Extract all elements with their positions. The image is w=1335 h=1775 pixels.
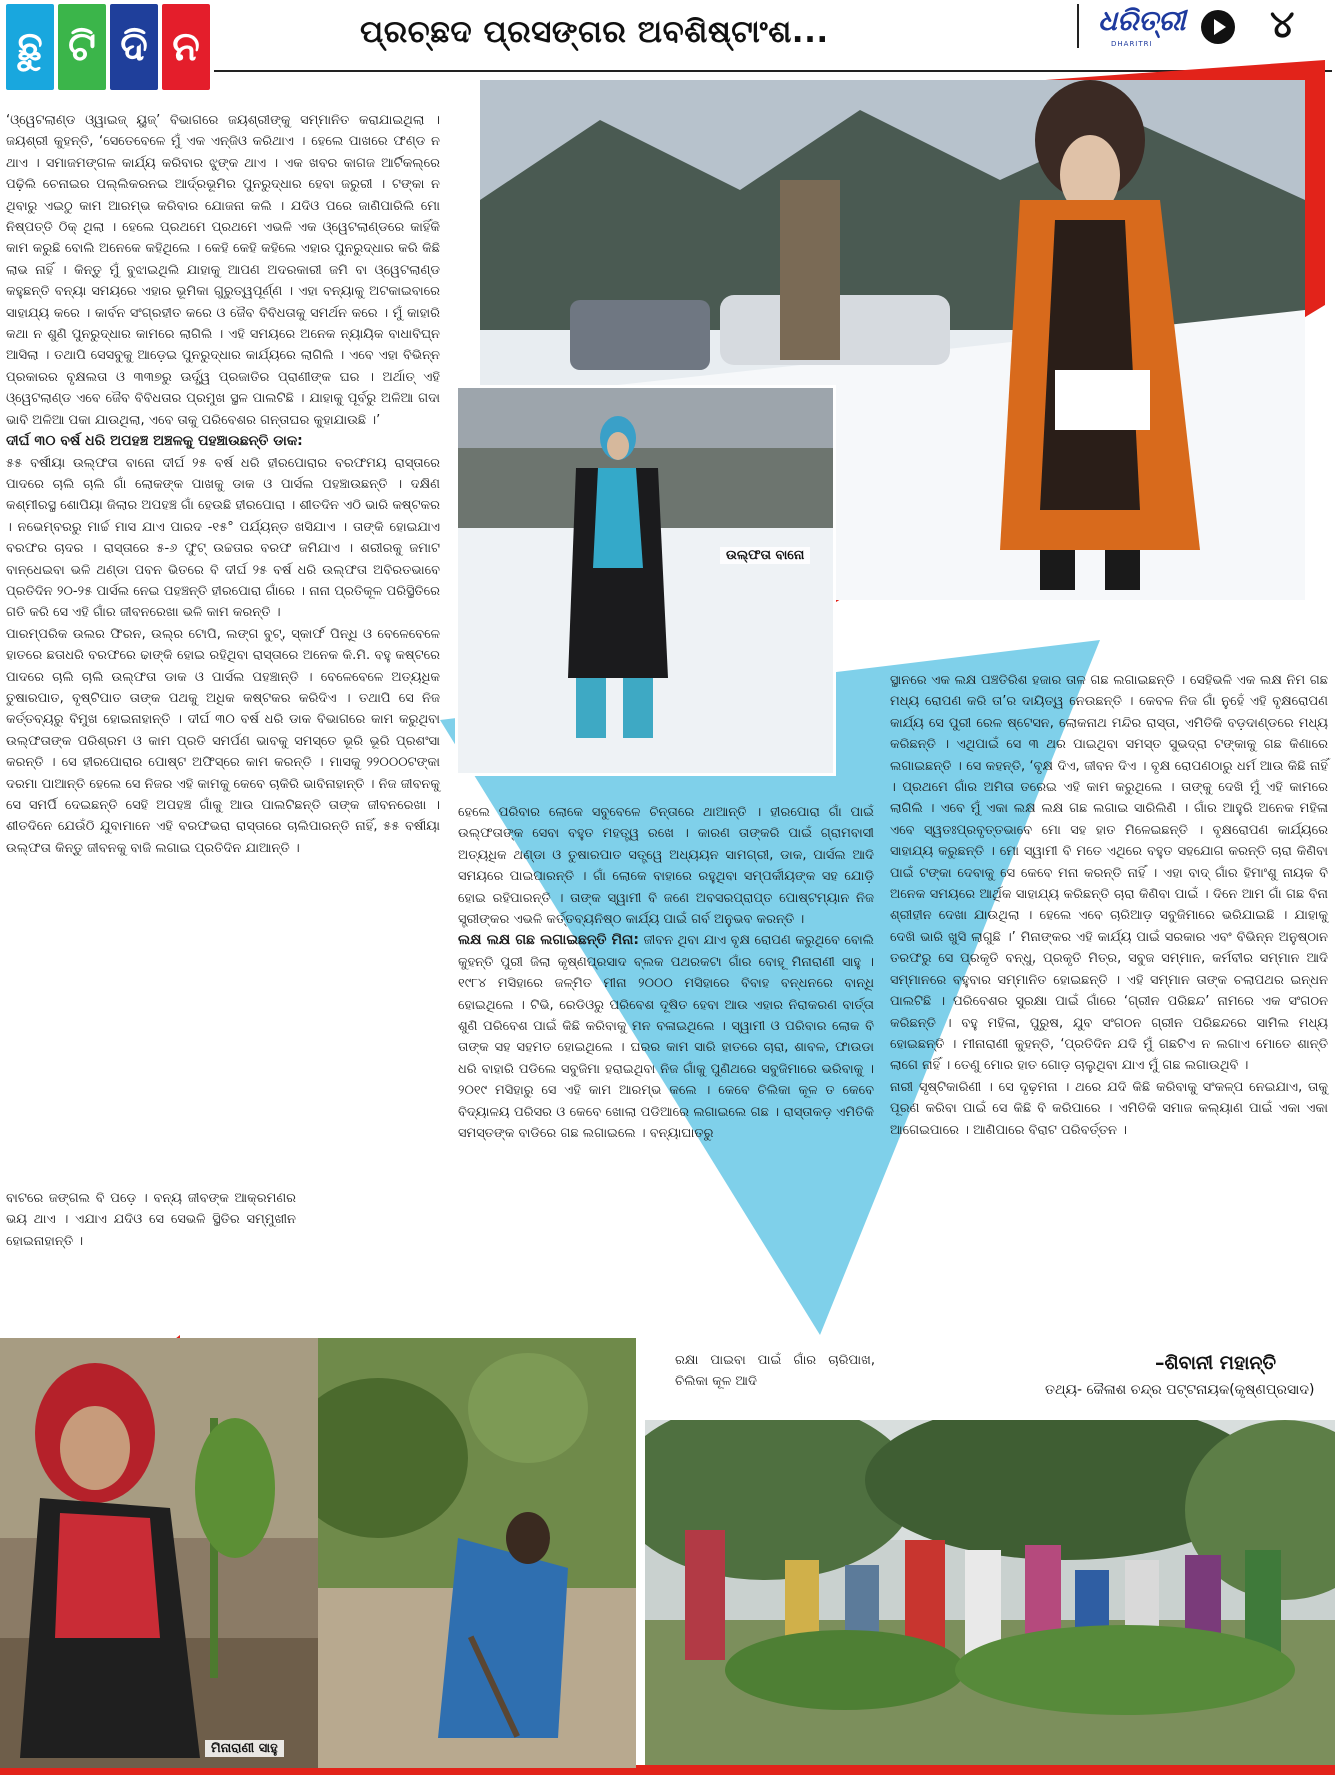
article-paragraph: ‘ଓ୍ୱେଟଲାଣ୍ଡ ଓ୍ୱାଇଜ୍ ୟୁଜ୍’ ବିଭାଗରେ ଜୟଶ୍ରୀଙ୍କୁ ସମ୍ମାନିତ କରାଯାଇଥିଲା । ଜୟଶ୍ରୀ କୁହନ୍ତି, ‘ସେତେବେଳେ ମୁଁ ଏକ ଏନ୍‌ଜିଓ କରିଥାଏ । ହେଲେ ପାଖରେ ଫଣ୍ଡ ନ ଥାଏ । ସମାଜମଙ୍ଗଳ କାର୍ଯ୍ୟ କରିବାର ଝୁଙ୍କ ଥାଏ । ଏକ ଖବର କାଗଜ ଆର୍ଟିକଲ୍‌ରେ ପଢ଼ିଲି ଚେନାଇର ପଲ୍ଲିକରନଇ ଆର୍ଦ୍ରଭୂମିର ପୁନରୁଦ୍ଧାର ହେବା ଜରୁରୀ । ଟଙ୍କା ନ ଥିବାରୁ ଏଇଠୁ କାମ ଆରମ୍ଭ କରିବାର ଯୋଜନା କଲି । ଯଦିଓ ପରେ ଜାଣିପାରିଲି ମୋ ନିଷ୍ପତ୍ତି ଠିକ୍ ଥିଲା । ହେଲେ ପ୍ରଥମେ ପ୍ରଥମେ ଏଭଳି ଏକ ଓ୍ୱେଟଲାଣ୍ଡରେ କାହିଁକି କାମ କରୁଛି ବୋଲି ଅନେକେ କହିଥିଲେ । କେହି କେହି କହିଲେ ଏହାର ପୁନରୁଦ୍ଧାର କରି କିଛି ଲାଭ ନାହିଁ । କିନ୍ତୁ ମୁଁ ବୁଝାଇଥିଲି ଯାହାକୁ ଆପଣ ଅଦରକାରୀ ଜମି ବା ଓ୍ୱେଟଲାଣ୍ଡ କହୁଛନ୍ତି ବନ୍ୟା ସମୟରେ ଏହାର ଭୂମିକା ଗୁରୁତ୍ୱପୂର୍ଣ୍ଣ । ଏହା ବନ୍ୟାକୁ ଅଟକାଇବାରେ ସାହାଯ୍ୟ କରେ । କାର୍ବନ ସଂଗ୍ରହୀତ କରେ ଓ ଜୈବ ବିବିଧତାକୁ ସମର୍ଥନ କରେ । ମୁଁ କାହାରି କଥା ନ ଶୁଣି ପୁନରୁଦ୍ଧାର କାମରେ ଲାଗିଲି । ଏହି ସମୟରେ ଅନେକ ନ୍ୟାୟିକ ବାଧାବିଘ୍ନ ଆସିଲା । ତଥାପି ସେସବୁକୁ ଆଡ଼େଇ ପୁନରୁଦ୍ଧାର କାର୍ଯ୍ୟରେ ଲାଗିଲି । ଏବେ ଏହା ବିଭିନ୍ନ ପ୍ରକାରର ବୃକ୍ଷଲତା ଓ ୩୩୭ରୁ ଊର୍ଦ୍ଧ୍ୱ ପ୍ରଜାତିର ପ୍ରାଣୀଙ୍କ ଘର । ଅର୍ଥାତ୍ ଏହି ଓ୍ୱେଟଲାଣ୍ଡ ଏବେ ଜୈବ ବିବିଧତାର ପ୍ରମୁଖ ସ୍ଥଳ ପାଲଟିଛି । ଯାହାକୁ ପୂର୍ବରୁ ଅଳିଆ ଗଦା ଭାବି ଅଳିଆ ପକା ଯାଉଥିଲା, ଏବେ ତାକୁ ପରିବେଶର ଗନ୍ତାଘର କୁହାଯାଉଛି ।’ — [6, 113, 440, 428]
article-subheading: ଲକ୍ଷ ଲକ୍ଷ ଗଛ ଲଗାଇଛନ୍ତି ମିନା: — [458, 932, 639, 949]
photo-children-saplings — [645, 1420, 1335, 1765]
publication-logo-subtitle: DHARITRI — [1111, 40, 1153, 48]
page-number: ୪ — [1270, 2, 1295, 46]
article-paragraph: ନାରୀ ସୃଷ୍ଟିକାରିଣୀ । ସେ ଦୃଢ଼ମନା । ଥରେ ଯଦି କିଛି କରିବାକୁ ସଂକଳ୍ପ ନେଇଯାଏ, ତାକୁ ପୂରଣ କରିବା ପାଇଁ ସେ କିଛି ବି କରିପାରେ । ଏମିତିକି ସମାଜ କଲ୍ୟାଣ ପାଇଁ ଏକା ଏକା ଆଗେଇପାରେ । ଆଣିପାରେ ବିରାଟ ପରିବର୍ତ୍ତନ । — [890, 1079, 1328, 1138]
article-column-3 — [890, 670, 1328, 1141]
photo-mina-planting — [0, 1338, 318, 1768]
article-column-2 — [458, 802, 874, 1145]
article-paragraph: ବାଟରେ ଜଙ୍ଗଲ ବି ପଡ଼େ । ବନ୍ୟ ଜୀବଙ୍କ ଆକ୍ରମଣର ଭୟ ଥାଏ । ଏଯାଏ ଯଦିଓ ସେ ସେଭଳି ସ୍ଥିତିର ସମ୍ମୁଖୀନ ହୋଇନାହାନ୍ତି । — [6, 1191, 296, 1249]
masthead-letter-4: ନ — [162, 4, 210, 90]
photo-postwoman-field — [455, 385, 836, 776]
article-column-2-tail — [675, 1350, 875, 1393]
article-column-1-tail — [6, 1188, 296, 1252]
article-subheading: ଦୀର୍ଘ ୩୦ ବର୍ଷ ଧରି ଅପହଞ୍ଚ ଅଞ୍ଚଳକୁ ପହଞ୍ଚାଉଛନ୍ତି ଡାକ: — [6, 433, 303, 450]
article-paragraph: ସ୍ଥାନରେ ଏକ ଲକ୍ଷ ପଞ୍ଚତିରିଶ ହଜାର ତାଳ ଗଛ ଲଗାଇଛନ୍ତି । ସେହିଭଳି ଏକ ଲକ୍ଷ ନିମ ଗଛ ମଧ୍ୟ ରୋପଣ କରି ତା’ର ଦାୟିତ୍ୱ ନେଉଛନ୍ତି । କେବଳ ନିଜ ଗାଁ ନୁହେଁ ଏହି ବୃକ୍ଷରୋପଣ କାର୍ଯ୍ୟ ସେ ପୁରୀ ରେଳ ଷ୍ଟେସନ, ଲୋକନାଥ ମନ୍ଦିର ରାସ୍ତା, ଏମିତିକି ବଡ଼ଦାଣ୍ଡରେ ମଧ୍ୟ କରିଛନ୍ତି । ଏଥିପାଇଁ ସେ ୩ ଥର ପାଇଥିବା ସମସ୍ତ ସୁଭଦ୍ରା ଟଙ୍କାକୁ ଗଛ କିଣାରେ ଲଗାଇଛନ୍ତି । ସେ କହନ୍ତି, ‘ବୃକ୍ଷ ଦିଏ, ଜୀବନ ଦିଏ । ବୃକ୍ଷ ରୋପଣଠାରୁ ଧର୍ମ ଆଉ କିଛି ନାହିଁ । ପ୍ରଥମେ ଗାଁର ଅମିତା ତରେଇ ଏହି କାମ କରୁଥିଲେ । ତାଙ୍କୁ ଦେଖି ମୁଁ ଏହି କାମରେ ଲାଗିଲି । ଏବେ ମୁଁ ଏକା ଲକ୍ଷ ଲକ୍ଷ ଗଛ ଲଗାଇ ସାରିଲିଣି । ଗାଁର ଆହୁରି ଅନେକ ମହିଳା ଏବେ ସ୍ୱତଃପ୍ରବୃତ୍ତଭାବେ ମୋ ସହ ହାତ ମିଳେଇଛନ୍ତି । ବୃକ୍ଷରୋପଣ କାର୍ଯ୍ୟରେ ସାହାଯ୍ୟ କରୁଛନ୍ତି । ମୋ ସ୍ୱାମୀ ବି ମତେ ଏଥିରେ ବହୁତ ସହଯୋଗ କରନ୍ତି ଚାରା କିଣିବା ପାଇଁ ଟଙ୍କା ଦେବାକୁ ସେ କେବେ ମନା କରନ୍ତି ନାହିଁ । ଏହା ବାଦ୍ ଗାଁର ହିମାଂଶୁ ନାୟକ ବି ଅନେକ ସମୟରେ ଆର୍ଥିକ ସାହାଯ୍ୟ କରିଛନ୍ତି ଚାରା କିଣିବା ପାଇଁ । ଦିନେ ଆମ ଗାଁ ଗଛ ବିନା ଶ୍ରୀହୀନ ଦେଖା ଯାଉଥିଲା । ହେଲେ ଏବେ ଚାରିଆଡ଼ ସବୁଜିମାରେ ଭରିଯାଇଛି । ଯାହାକୁ ଦେଖି ଭାରି ଖୁସି ଲାଗୁଛି ।’ ମିନାଙ୍କର ଏହି କାର୍ଯ୍ୟ ପାଇଁ ସରକାର ଏବଂ ବିଭିନ୍ନ ଅନୁଷ୍ଠାନ ତରଫରୁ ସେ ପ୍ରକୃତି ବନ୍ଧୁ, ପ୍ରକୃତି ମିତ୍ର, ସବୁଜ ସମ୍ମାନ, କର୍ମବୀର ସମ୍ମାନ ଆଦି ସମ୍ମାନରେ ବହୁବାର ସମ୍ମାନିତ ହୋଇଛନ୍ତି । ଏହି ସମ୍ମାନ ତାଙ୍କ ଚଲାପଥର ଇନ୍ଧନ ପାଲଟିଛି । ପରିବେଶର ସୁରକ୍ଷା ପାଇଁ ଗାଁରେ ‘ଗ୍ରୀନ ପରିଛନ୍ଦ’ ନାମରେ ଏକ ସଂଗଠନ କରିଛନ୍ତି । ବହୁ ମହିଳା, ପୁରୁଷ, ଯୁବ ସଂଗଠନ ଗ୍ରୀନ ପରିଛନ୍ଦରେ ସାମିଲ ମଧ୍ୟ ହୋଇଛନ୍ତି । ମୀନାରାଣୀ କୁହନ୍ତି, ‘ପ୍ରତିଦିନ ଯଦି ମୁଁ ଗଛଟିଏ ନ ଲଗାଏ ମୋତେ ଶାନ୍ତି ଲାଗେ ନାହିଁ । ତେଣୁ ମୋର ହାତ ଗୋଡ଼ ଚାଲୁଥିବା ଯାଏ ମୁଁ ଗଛ ଲଗାଉଥିବି । — [890, 673, 1328, 1074]
source-credit: ତଥ୍ୟ- କୈଳାଶ ଚନ୍ଦ୍ର ପଟ୍ଟନାୟକ(କୃଷ୍ଣପ୍ରସାଦ) — [1045, 1382, 1315, 1398]
article-paragraph: ପାରମ୍ପରିକ ଉଲର ଫିରନ, ଉଲ୍‌ର ଟୋପି, ଲଙ୍ଗ ବୁଟ୍, ସ୍କାର୍ଫ ପିନ୍ଧି ଓ ବେଳେବେଳେ ହାତରେ ଛତାଧରି ବରଫରେ ଢାଙ୍କି ହୋଇ ରହିଥିବା ରାସ୍ତାରେ ଅନେକ କି.ମି. ବହୁ କଷ୍ଟରେ ପାଦରେ ଚାଲି ଚାଲି ଉଲ୍‌ଫତା ଡାକ ଓ ପାର୍ସଲ ପହଞ୍ଚାନ୍ତି । ବେଳେବେଳେ ଅତ୍ୟଧିକ ତୁଷାରପାତ, ବୃଷ୍ଟିପାତ ତାଙ୍କ ପଥକୁ ଅଧିକ କଷ୍ଟକର କରିଦିଏ । ତଥାପି ସେ ନିଜ କର୍ତ୍ତବ୍ୟରୁ ବିମୁଖ ହୋଇନାହାନ୍ତି । ଦୀର୍ଘ ୩୦ ବର୍ଷ ଧରି ଡାକ ବିଭାଗରେ କାମ କରୁଥିବା ଉଲ୍‌ଫତାଙ୍କ ପରିଶ୍ରମ ଓ କାମ ପ୍ରତି ସମର୍ପଣ ଭାବକୁ ସମସ୍ତେ ଭୂରି ଭୂରି ପ୍ରଶଂସା କରନ୍ତି । ସେ ହୀରପୋରାର ପୋଷ୍ଟ ଅଫିସ୍‌ରେ କାମ କରନ୍ତି । ମାସକୁ ୨୨୦୦୦ଟଙ୍କା ଦରମା ପାଆନ୍ତି ହେଲେ ସେ ନିଜର ଏହି କାମକୁ କେବେ ଚାକିରି ଭାବିନାହାନ୍ତି । ନିଜ ଜୀବନକୁ ସେ ସମର୍ପି ଦେଇଛନ୍ତି ସେହି ଅପହଞ୍ଚ ଗାଁକୁ ଆଉ ପାଲଟିଛନ୍ତି ତାଙ୍କ ଜୀବନରେଖା । ଶୀତଦିନେ ଯେଉଁଠି ଯୁବାମାନେ ଏହି ବରଫଭରା ରାସ୍ତାରେ ଚାଲିପାରନ୍ତି ନାହିଁ, ୫୫ ବର୍ଷୀୟା ଉଲ୍‌ଫତା କିନ୍ତୁ ଜୀବନକୁ ବାଜି ଲଗାଇ ପ୍ରତିଦିନ ଯାଆନ୍ତି । — [6, 626, 440, 856]
photo-woman-digging — [318, 1338, 636, 1768]
caption-ulfata-bano: ଉଲ୍‌ଫତା ବାନୋ — [720, 547, 810, 564]
masthead-letter-1: ଛୁ — [6, 4, 54, 90]
article-column-1 — [6, 110, 440, 859]
masthead-letter-2: ଟି — [58, 4, 106, 90]
caption-minarani-sahu: ମିନାରାଣୀ ସାହୁ — [205, 1740, 284, 1757]
publication-logo: ଧରିତ୍ରୀ — [1098, 4, 1186, 37]
article-paragraph: ଜୀବନ ଥିବା ଯାଏ ବୃକ୍ଷ ରୋପଣ କରୁଥିବେ ବୋଲି କୁହନ୍ତି ପୁରୀ ଜିଲା କୃଷ୍ଣପ୍ରସାଦ ବ୍ଲକ ପଥରକଟା ଗାଁର ବୋହୂ ମିନାରାଣୀ ସାହୁ । ୧୯୮୪ ମସିହାରେ ଜଳ୍ମିତ ମୀନା ୨୦୦୦ ମସିହାରେ ବିବାହ ବନ୍ଧନରେ ବାନ୍ଧି ହୋଇଥିଲେ । ଟିଭି, ରେଡିଓରୁ ପରିବେଶ ଦୂଷିତ ହେବା ଆଉ ଏହାର ନିରାକରଣ ବାର୍ତ୍ତା ଶୁଣି ପରିବେଶ ପାଇଁ କିଛି କରିବାକୁ ମନ ବଳାଇଥିଲେ । ସ୍ୱାମୀ ଓ ପରିବାର ଲୋକ ବି ତାଙ୍କ ସହ ସହମତ ହୋଇଥିଲେ । ଘରର କାମ ସାରି ହାତରେ ଚାରା, ଶାବଳ, ଫାଉଡା ଧରି ବାହାରି ପଡିଲେ ସବୁଜିମା ହରାଇଥିବା ନିଜ ଗାଁକୁ ପୁଣିଥରେ ସବୁଜିମାରେ ଭରିବାକୁ । ୨୦୧୯ ମସିହାରୁ ସେ ଏହି କାମ ଆରମ୍ଭ କଲେ । କେବେ ଚିଲିକା କୂଳ ତ କେବେ ବିଦ୍ୟାଳୟ ପରିସର ଓ କେବେ ଖୋଲା ପଡିଆରେ ଲଗାଇଲେ ଗଛ । ରାସ୍ତାକଡ଼ ଏମିତିକି ସମସ୍ତଙ୍କ ବାଡିରେ ଗଛ ଲଗାଇଲେ । ବନ୍ୟାଘାତରୁ — [458, 933, 874, 1142]
article-paragraph: ୫୫ ବର୍ଷୀୟା ଉଲ୍‌ଫତା ବାନୋ ଦୀର୍ଘ ୨୫ ବର୍ଷ ଧରି ହୀରପୋରାର ବରଫମୟ ରାସ୍ତାରେ ପାଦରେ ଚାଲି ଚାଲି ଗାଁ ଲୋକଙ୍କ ପାଖକୁ ଡାକ ଓ ପାର୍ସଲ ପହଞ୍ଚାଉଛନ୍ତି । ଦକ୍ଷିଣ କଶ୍ମୀରସ୍ଥ ଶୋପିୟା ଜିଲାର ଅପହଞ୍ଚ ଗାଁ ହେଉଛି ହୀରପୋରା । ଶୀତଦିନ ଏଠି ଭାରି କଷ୍ଟକର । ନଭେମ୍ବରରୁ ମାର୍ଚ୍ଚ ମାସ ଯାଏ ପାରଦ -୧୫° ପର୍ଯ୍ୟନ୍ତ ଖସିଯାଏ । ତାଙ୍କି ହୋଇଯାଏ ବରଫର ଚାଦର । ରାସ୍ତାରେ ୫-୬ ଫୁଟ୍ ଉଚ୍ଚତାର ବରଫ ଜମିଯାଏ । ଶରୀରକୁ ଜମାଟ ବାନ୍ଧେଇବା ଭଳି ଥଣ୍ଡା ପବନ ଭିତରେ ବି ଦୀର୍ଘ ୨୫ ବର୍ଷ ଧରି ଉଲ୍‌ଫତା ଅବିରତଭାବେ ପ୍ରତିଦିନ ୨୦-୨୫ ପାର୍ସଲ ନେଇ ପହଞ୍ଚନ୍ତି ହୀରପୋରା ଗାଁରେ । ନାନା ପ୍ରତିକୂଳ ପରିସ୍ଥିତିରେ ଗତି କରି ସେ ଏହି ଗାଁର ଜୀବନରେଖା ଭଳି କାମ କରନ୍ତି । — [6, 455, 440, 621]
article-paragraph: ହେଲେ ପରିବାର ଲୋକେ ସବୁବେଳେ ଚିନ୍ତାରେ ଥାଆନ୍ତି । ହୀରପୋରା ଗାଁ ପାଇଁ ଉଲ୍‌ଫତାଙ୍କ ସେବା ବହୁତ ମହତ୍ତ୍ୱ ରଖେ । କାରଣ ତାଙ୍କରି ପାଇଁ ଗ୍ରାମବାସୀ ଅତ୍ୟଧିକ ଥଣ୍ଡା ଓ ତୁଷାରପାତ ସତ୍ତ୍ୱେ ଅଧ୍ୟୟନ ସାମଗ୍ରୀ, ଡାକ, ପାର୍ସଲ ଆଦି ସମୟରେ ପାଇପାରନ୍ତି । ଗାଁ ଲୋକେ ବାହାରେ ରହୁଥିବା ସମ୍ପର୍କୀୟଙ୍କ ସହ ଯୋଡ଼ି ହୋଇ ରହିପାରନ୍ତି । ତାଙ୍କ ସ୍ୱାମୀ ବି ଜଣେ ଅବସରପ୍ରାପ୍ତ ପୋଷ୍ଟମ୍ୟାନ ନିଜ ସ୍ତ୍ରୀଙ୍କର ଏଭଳି କର୍ତ୍ତବ୍ୟନିଷ୍ଠ କାର୍ଯ୍ୟ ପାଇଁ ଗର୍ବ ଅନୁଭବ କରନ୍ତି । — [458, 805, 874, 928]
author-byline: –ଶିବାନୀ ମହାନ୍ତି — [1155, 1352, 1277, 1374]
article-paragraph: ରକ୍ଷା ପାଇବା ପାଇଁ ଗାଁର ଚାରିପାଖ, ଚିଲିକା କୂଳ ଆଦି — [675, 1353, 875, 1390]
section-title: ପ୍ରଚ୍ଛଦ ପ୍ରସଙ୍ଗର ଅବଶିଷ୍ଟାଂଶ... — [360, 14, 829, 50]
masthead-letter-3: ଦି — [110, 4, 158, 90]
